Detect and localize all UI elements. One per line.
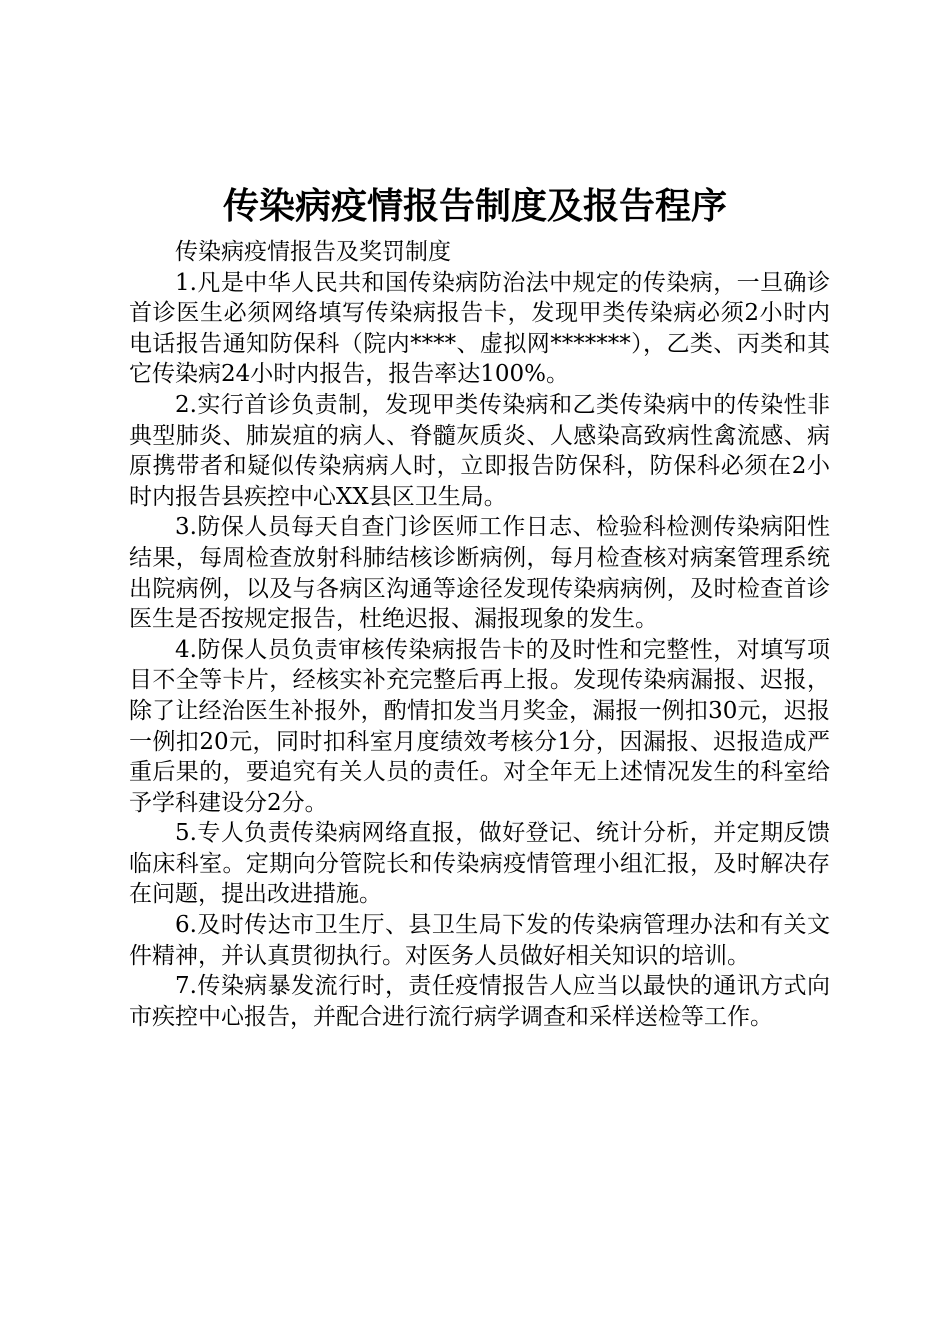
- document-body: [129, 237, 830, 1032]
- document-subtitle: 传染病疫情报告及奖罚制度: [175, 239, 451, 265]
- paragraph-5: 5.专人负责传染病网络直报，做好登记、统计分析，并定期反馈临床科室。定期向分管院长和传染病疫情管理小组汇报，及时解决存在问题，提出改进措施。: [129, 820, 830, 908]
- paragraph-7: 7.传染病暴发流行时，责任疫情报告人应当以最快的通讯方式向市疾控中心报告，并配合进行流行病学调查和采样送检等工作。: [129, 973, 830, 1030]
- paragraph-6: 6.及时传达市卫生厅、县卫生局下发的传染病管理办法和有关文件精神，并认真贯彻执行。对医务人员做好相关知识的培训。: [129, 912, 830, 969]
- paragraph-4: 4.防保人员负责审核传染病报告卡的及时性和完整性，对填写项目不全等卡片，经核实补充完整后再上报。发现传染病漏报、迟报，除了让经治医生补报外，酌情扣发当月奖金，漏报一例扣30元，迟报一例扣20元，同时扣科室月度绩效考核分1分，因漏报、迟报造成严重后果的，要追究有关人员的责任。对全年无上述情况发生的科室给予学科建设分2分。: [129, 636, 830, 816]
- document-title: 传染病疫情报告制度及报告程序: [222, 185, 727, 227]
- paragraph-2: 2.实行首诊负责制，发现甲类传染病和乙类传染病中的传染性非典型肺炎、肺炭疽的病人、脊髓灰质炎、人感染高致病性禽流感、病原携带者和疑似传染病病人时，立即报告防保科，防保科必须在2小时内报告县疾控中心XX县区卫生局。: [129, 391, 830, 510]
- paragraph-3: 3.防保人员每天自查门诊医师工作日志、检验科检测传染病阳性结果，每周检查放射科肺结核诊断病例，每月检查核对病案管理系统出院病例，以及与各病区沟通等途径发现传染病病例，及时检查首诊医生是否按规定报告，杜绝迟报、漏报现象的发生。: [129, 514, 830, 633]
- paragraph-1: 1.凡是中华人民共和国传染病防治法中规定的传染病，一旦确诊首诊医生必须网络填写传染病报告卡，发现甲类传染病必须2小时内电话报告通知防保科（院内****、虚拟网*******），乙类、丙类和其它传染病24小时内报告，报告率达100%。: [129, 269, 830, 388]
